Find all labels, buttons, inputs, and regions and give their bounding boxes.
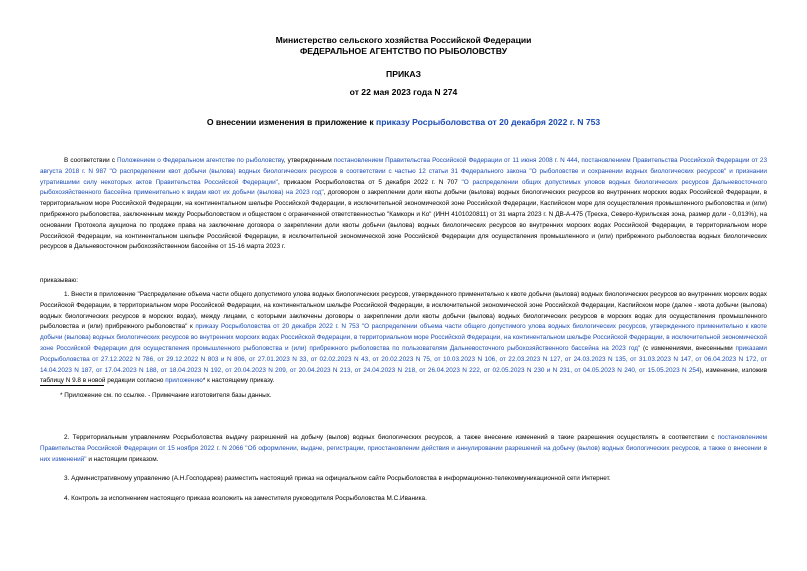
footnote-divider [40,385,104,386]
order-title [0,117,807,127]
ministry-heading: Министерство сельского хозяйства Российской Федерации [275,35,532,45]
amending-orders-link[interactable]: приказами Росрыболовства от 27.12.2022 N 786, от 29.12.2022 N 803 и N 806, от 27.01.2023 N 33, от 02.02.2023 N 43, от 20.02.2023 N 75, от 10.03.2023 N 106, от 22.03.2023 N 127, от 24.03.2023 N 135, от 31.03.2023 N 147, от 06.04.2023 N 172, от 14.04.2023 N 187, от 17.04.2023 N 188, от 18.04.2023 N 192, от 20.04.2023 N 209, от 20.04.2023 N 213, от 24.04.2023 N 218, от 26.04.2023 N 222, от 02.05.2023 N 230 и N 231, от 04.05.2023 N 240, от 15.05.2023 N 254 [40,344,767,374]
item-2-paragraph [40,433,767,465]
order-707-link[interactable]: "О распределении общих допустимых уловов водных биологических ресурсов Дальневосточного рыбохозяйственного бассейна применительно к видам квот их добычи (вылова) на 2023 год" [40,178,768,197]
decree-2066-link[interactable]: постановлением Правительства Российской Федерации от 15 ноября 2022 г. N 2066 "Об оформлении, выдаче, регистрации, приостановлении действия и аннулировании разрешений на добычу (вылов) водных биологических ресурсов, а также о внесении в них изменений" [40,434,767,463]
appendix-link[interactable]: приложению [165,377,203,385]
decree-987-link[interactable]: постановлением Правительства Российской Федерации от 23 августа 2018 г. N 987 "О распределении квот добычи (вылова) водных биологических ресурсов в соответствии с частью 12 статьи 31 Федерального закона "О рыболовстве и сохранении водных биологических ресурсов" и признании утратившими силу некоторых актов Правительства Российской Федерации" [40,157,768,186]
item-3-paragraph: 3. Административному управлению (А.Н.Господарев) разместить настоящий приказ на официальном сайте Росрыболовства в информационно-телекоммуникационной сети Интернет. [64,475,611,482]
basis-text-1: В соответствии с [64,157,117,164]
item1-text-3: ), изменение, изложив таблицу N 9.8 в новой редакции согласно [40,366,767,385]
basis-text-3: , [577,157,582,164]
item1-text-4: * к настоящему приказу. [202,377,275,385]
item1-text-2: (с изменениями, внесенными [640,344,736,352]
decree-444-link[interactable]: постановлением Правительства Российской Федерации от 11 июня 2008 г. N 444 [333,157,578,164]
item-1-paragraph [40,290,767,387]
footnote: * Приложение см. по ссылке. - Примечание изготовителя базы данных. [60,392,272,399]
item-4-paragraph: 4. Контроль за исполнением настоящего приказа возложить на заместителя руководителя Росрыболовства М.С.Иваника. [64,495,427,502]
order-title-text: О внесении изменения в приложение к [206,117,377,127]
item1-text-1: 1. Внести в приложение "Распределение объема части общего допустимого улова водных биологических ресурсов, утвержденного применительно к квоте добычи (вылова) водных биологических ресурсов во внутренних морских водах Российской Федерации, в территориальном море Российской Федерации, на континентальном шельфе Российской Федерации, в исключительной экономической зоне Российской Федерации, Каспийском море (далее - квота добычи (вылова) водных биологических ресурсов в морских водах), между лицами, с которыми заключены договоры о закреплении доли квоты добычи (вылова) водных биологических ресурсов в морских водах для осуществления промышленного рыболовства и (или) прибрежного рыболовства" к [40,291,767,331]
basis-text-4: , приказом Росрыболовства от 5 декабря 2022 г. N 707 [277,178,462,186]
basis-paragraph [40,156,767,253]
order-753-link[interactable]: приказу Росрыболовства от 20 декабря 2022 г. N 753 [376,117,601,127]
doc-type-heading: ПРИКАЗ [386,69,421,79]
date-number-heading: от 22 мая 2023 года N 274 [349,87,458,97]
order-753-full-link[interactable]: приказу Росрыболовства от 20 декабря 2022 г. N 753 "О распределении объема части общего допустимого улова водных биологических ресурсов, утвержденного применительно к квоте добычи (вылова) водных биологических ресурсов во внутренних морских водах Российской Федерации, в территориальном море Российской Федерации, на континентальном шельфе Российской Федерации, в исключительной экономической зоне Российской Федерации для осуществления промышленного рыболовства и (или) прибрежного рыболовства по пользователям Дальневосточного рыбохозяйственного бассейна на 2023 год" [40,323,767,352]
basis-text-2: , утвержденным [283,157,334,164]
item2-text-2: и настоящим приказом. [86,455,159,463]
basis-text-5: , договором о закреплении доли квоты добычи (вылова) водных биологических ресурсов во внутренних морских водах Российской Федерации, в территориальном море Российской Федерации, на континентальном шельфе Российской Федерации, в исключительной экономической зоне Российской Федерации, Каспийском море для осуществления промышленного рыболовства и (или) прибрежного рыболовства, заключенным между Росрыболовством и обществом с ограниченной ответственностью "Камкорн и Ко" (ИНН 4101020811) от 31 марта 2023 г. N ДВ-А-475 (Треска, Северо-Курильская зона, размер доли - 0,013%), на основании Протокола аукциона по продаже права на заключение договора о закреплении доли квоты добычи (вылова) водных биологических ресурсов во внутренних морских водах Российской Федерации, в территориальном море Российской Федерации, на континентальном шельфе Российской Федерации, в исключительной экономической зоне Российской Федерации для осуществления промышленного и (или) прибрежного рыболовства водных биологических ресурсов в Дальневосточном рыбохозяйственном бассейне от 15-16 марта 2023 г. [40,189,767,251]
regulation-link[interactable]: Положением о Федеральном агентстве по рыболовству [116,157,284,164]
item2-text-1: 2. Территориальным управлениям Росрыболовства выдачу разрешений на добычу (вылов) водных биологических ресурсов, а также внесение изменений в такие разрешения осуществлять в соответствии с [64,434,718,441]
orders-word: приказываю: [40,277,78,284]
agency-heading: ФЕДЕРАЛЬНОЕ АГЕНТСТВО ПО РЫБОЛОВСТВУ [299,46,508,56]
